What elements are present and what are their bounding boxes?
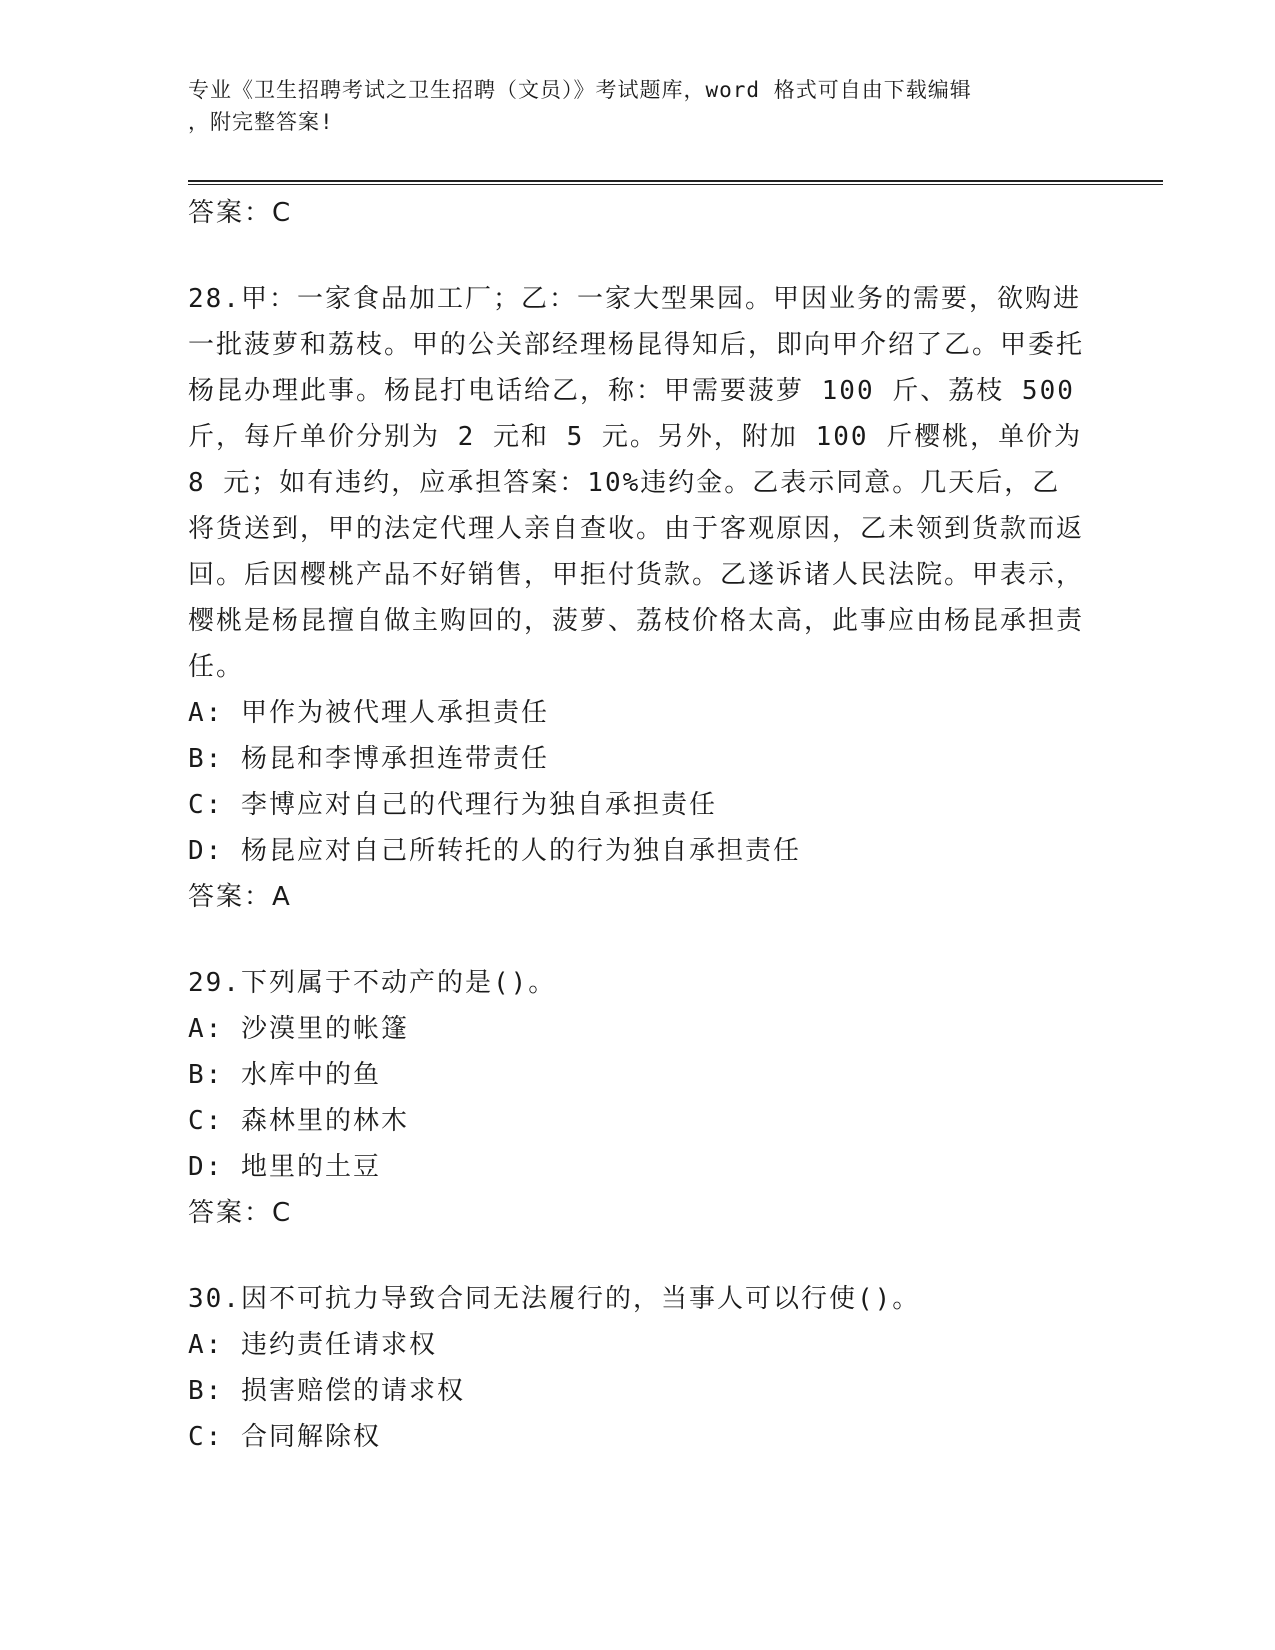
question-30 <box>188 1276 1088 1460</box>
question-text: 29.下列属于不动产的是()。 <box>188 968 557 998</box>
header-line-2: ，附完整答案! <box>188 110 334 134</box>
answer: 答案：A <box>188 882 292 912</box>
document-header <box>188 74 1088 138</box>
option-c: C: 森林里的林木 <box>188 1106 409 1136</box>
question-29 <box>188 960 1088 1236</box>
document-body <box>188 190 1088 1460</box>
option-d: D: 地里的土豆 <box>188 1152 381 1182</box>
option-c: C: 李博应对自己的代理行为独自承担责任 <box>188 790 717 820</box>
question-text: 28.甲：一家食品加工厂；乙：一家大型果园。甲因业务的需要，欲购进一批菠萝和荔枝。甲的公关部经理杨昆得知后，即向甲介绍了乙。甲委托杨昆办理此事。杨昆打电话给乙，称：甲需要菠萝 100 斤、荔枝 500 斤，每斤单价分别为 2 元和 5 元。另外，附加 100 斤樱桃，单价为 8 元；如有违约，应承担答案：10%违约金。乙表示同意。几天后，乙将货送到，甲的法定代理人亲自查收。由于客观原因，乙未领到货款而返回。后因樱桃产品不好销售，甲拒付货款。乙遂诉诸人民法院。甲表示，樱桃是杨昆擅自做主购回的，菠萝、荔枝价格太高，此事应由杨昆承担责任。 <box>188 284 1085 682</box>
option-a: A: 沙漠里的帐篷 <box>188 1014 409 1044</box>
answer: 答案：C <box>188 1198 293 1228</box>
option-b: B: 杨昆和李博承担连带责任 <box>188 744 549 774</box>
header-divider <box>188 180 1163 185</box>
option-c: C: 合同解除权 <box>188 1422 381 1452</box>
option-a: A: 甲作为被代理人承担责任 <box>188 698 549 728</box>
option-a: A: 违约责任请求权 <box>188 1330 437 1360</box>
option-d: D: 杨昆应对自己所转托的人的行为独自承担责任 <box>188 836 801 866</box>
header-line-1: 专业《卫生招聘考试之卫生招聘（文员）》考试题库，word 格式可自由下载编辑 <box>188 78 972 102</box>
option-b: B: 水库中的鱼 <box>188 1060 381 1090</box>
question-28 <box>188 276 1088 920</box>
question-text: 30.因不可抗力导致合同无法履行的，当事人可以行使()。 <box>188 1284 921 1314</box>
option-b: B: 损害赔偿的请求权 <box>188 1376 465 1406</box>
previous-answer: 答案：C <box>188 198 293 228</box>
